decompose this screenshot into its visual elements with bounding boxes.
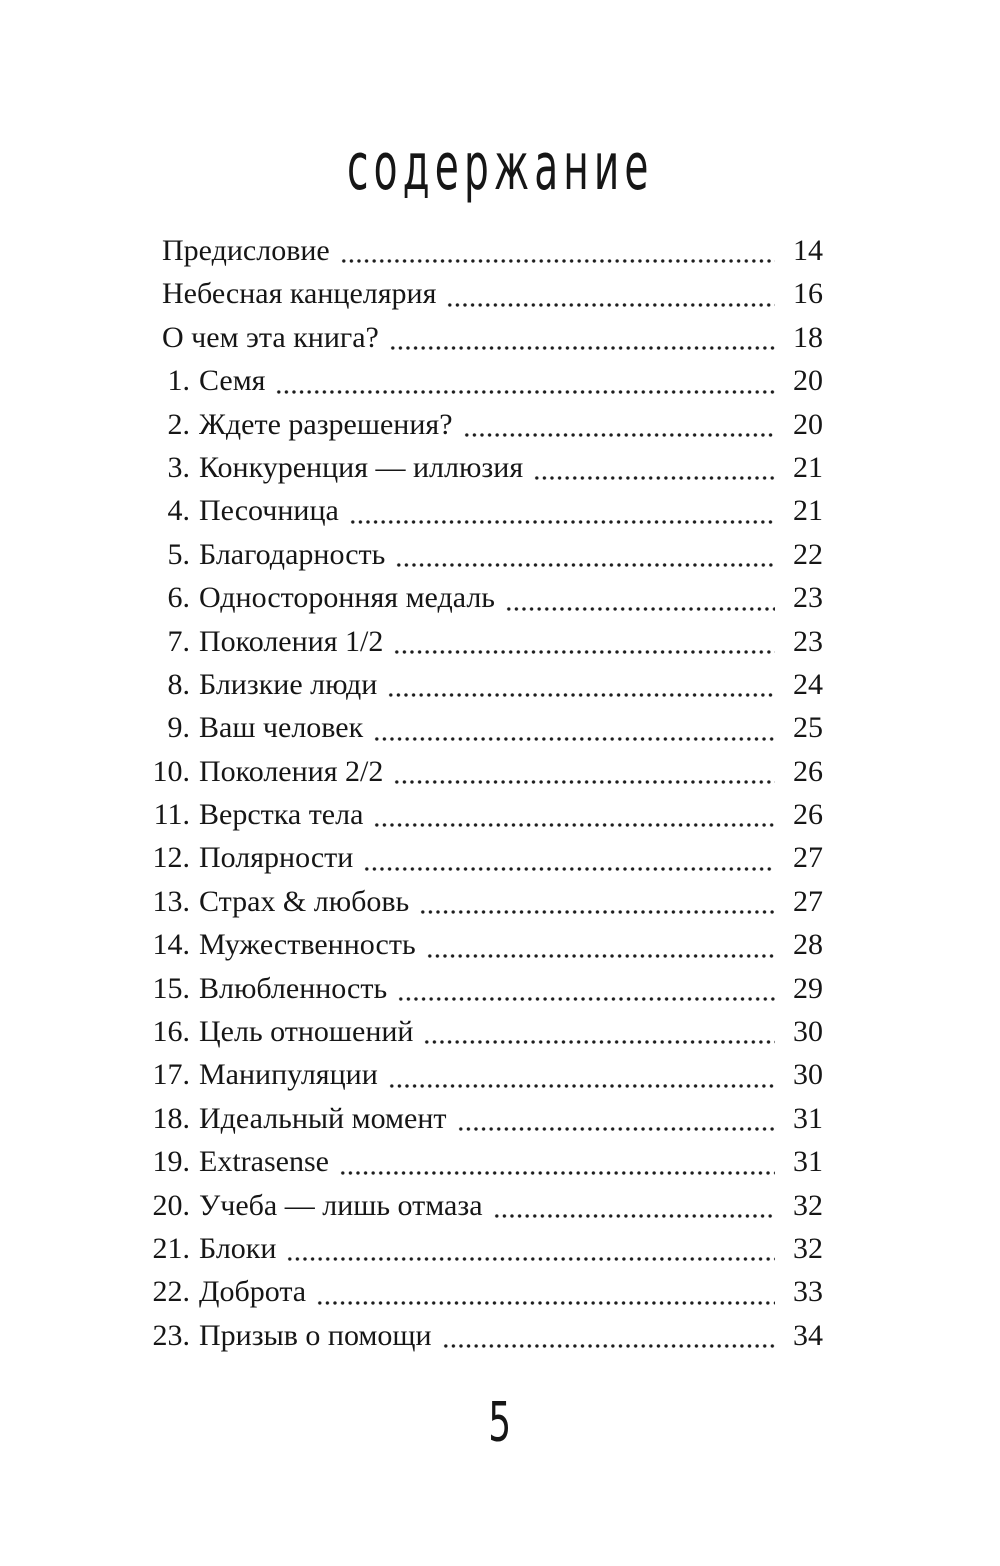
dot-leader — [533, 476, 775, 480]
toc-entry-number: 4. — [167, 494, 190, 528]
toc-entry-page: 23 — [793, 624, 823, 658]
dot-leader — [505, 607, 775, 611]
toc-entry-title: О чем эта книга? — [162, 320, 379, 354]
footer — [0, 1392, 1000, 1455]
dot-leader — [388, 1084, 775, 1088]
toc-entry — [150, 1140, 823, 1183]
toc-entry — [150, 663, 823, 706]
toc-entry-page: 16 — [793, 277, 823, 311]
toc-entry-number: 18. — [152, 1101, 190, 1135]
toc-entry-page: 23 — [793, 581, 823, 615]
toc-entry — [150, 403, 823, 446]
toc-entry-title: Мужественность — [199, 928, 416, 962]
toc-entry — [150, 880, 823, 923]
toc-entry-title: Конкуренция — иллюзия — [199, 450, 524, 484]
dot-leader — [275, 390, 775, 394]
toc-entry — [150, 359, 823, 402]
toc-entry-title: Доброта — [199, 1275, 307, 1309]
dot-leader — [340, 259, 775, 263]
dot-leader — [373, 737, 775, 741]
toc-entry-number: 11. — [153, 798, 190, 832]
dot-leader — [442, 1344, 775, 1348]
toc-entry-title: Extrasense — [199, 1145, 329, 1179]
toc-entry-page: 34 — [793, 1318, 823, 1352]
toc-entry — [150, 620, 823, 663]
toc-entry-title: Небесная канцелярия — [162, 277, 437, 311]
dot-leader — [393, 650, 775, 654]
toc-entry-number: 23. — [152, 1318, 190, 1352]
toc-entry-page: 32 — [793, 1231, 823, 1265]
toc-entry-title: Предисловие — [162, 234, 330, 267]
toc-entry — [150, 750, 823, 793]
toc-entry-page: 25 — [793, 711, 823, 745]
toc-entry — [150, 229, 823, 272]
toc-entry-page: 30 — [793, 1058, 823, 1092]
toc-entry-number: 10. — [152, 754, 190, 788]
toc-entry — [150, 576, 823, 619]
toc-entry-page: 21 — [793, 450, 823, 484]
toc-entry-page: 29 — [793, 971, 823, 1005]
toc-entry — [150, 1010, 823, 1053]
toc-entry-page: 32 — [793, 1188, 823, 1222]
toc-entry-number: 6. — [167, 581, 190, 615]
page-title: содержание — [346, 128, 654, 205]
toc-entry-title: Ваш человек — [199, 711, 364, 745]
toc-entry-number: 9. — [167, 711, 190, 745]
toc-entry-page: 21 — [793, 494, 823, 528]
toc-entry — [150, 1097, 823, 1140]
toc-entry — [150, 272, 823, 315]
toc-entry-number: 7. — [167, 624, 190, 658]
dot-leader — [349, 520, 775, 524]
toc-entry-page: 27 — [793, 884, 823, 918]
toc-entry-title: Поколения 1/2 — [199, 624, 384, 658]
toc-entry-title: Близкие люди — [199, 667, 378, 701]
dot-leader — [316, 1301, 775, 1305]
toc-entry-number: 19. — [152, 1145, 190, 1179]
toc-entry-page: 31 — [793, 1101, 823, 1135]
toc-entry-title: Учеба — лишь отмаза — [199, 1188, 483, 1222]
toc-entry-title: Цель отношений — [199, 1015, 414, 1049]
toc-entry-page: 14 — [793, 234, 823, 267]
toc-entry-title: Семя — [199, 364, 266, 398]
toc-entry-number: 15. — [152, 971, 190, 1005]
dot-leader — [493, 1214, 775, 1218]
toc-entry — [150, 793, 823, 836]
toc-entry-title: Песочница — [199, 494, 339, 528]
toc-entry-page: 26 — [793, 754, 823, 788]
dot-leader — [286, 1257, 775, 1261]
toc-entry-number: 3. — [167, 450, 190, 484]
toc-entry-number: 8. — [167, 667, 190, 701]
toc-entry — [150, 1270, 823, 1313]
toc-entry — [150, 923, 823, 966]
toc-entry-number: 20. — [152, 1188, 190, 1222]
dot-leader — [389, 346, 775, 350]
toc-entry-page: 22 — [793, 537, 823, 571]
toc-entry-number: 22. — [152, 1275, 190, 1309]
toc-entry-page: 28 — [793, 928, 823, 962]
toc-entry-page: 20 — [793, 364, 823, 398]
toc-entry-title: Манипуляции — [199, 1058, 378, 1092]
toc-entry-title: Верстка тела — [199, 798, 364, 832]
toc-entry-title: Влюбленность — [199, 971, 388, 1005]
toc-entry-title: Ждете разрешения? — [199, 407, 453, 441]
dot-leader — [419, 910, 775, 914]
toc-entry-page: 27 — [793, 841, 823, 875]
toc-entry — [150, 706, 823, 749]
folio-page-number: 5 — [488, 1392, 512, 1455]
dot-leader — [446, 303, 775, 307]
toc-entry — [150, 446, 823, 489]
toc-entry-number: 5. — [167, 537, 190, 571]
dot-leader — [363, 867, 775, 871]
toc-entry — [150, 1227, 823, 1270]
dot-leader — [373, 823, 775, 827]
toc-entry-number: 1. — [167, 364, 190, 398]
toc-entry-number: 2. — [167, 407, 190, 441]
toc-entry-title: Полярности — [199, 841, 354, 875]
dot-leader — [387, 693, 775, 697]
toc-entry-title: Страх & любовь — [199, 884, 410, 918]
toc-entry-page: 31 — [793, 1145, 823, 1179]
dot-leader — [463, 433, 775, 437]
dot-leader — [423, 1040, 775, 1044]
toc-entry-number: 12. — [152, 841, 190, 875]
toc-entry-page: 33 — [793, 1275, 823, 1309]
toc-entry-title: Благодарность — [199, 537, 386, 571]
toc-entry-number: 17. — [152, 1058, 190, 1092]
toc-entry-page: 24 — [793, 667, 823, 701]
toc-entry — [150, 1184, 823, 1227]
toc-entry-number: 13. — [152, 884, 190, 918]
page-title-wrap — [0, 128, 1000, 205]
toc-entry — [150, 316, 823, 359]
table-of-contents — [150, 229, 823, 1357]
toc-entry-page: 20 — [793, 407, 823, 441]
toc-entry — [150, 1053, 823, 1096]
dot-leader — [393, 780, 775, 784]
toc-entry — [150, 967, 823, 1010]
toc-entry-number: 14. — [152, 928, 190, 962]
toc-entry-title: Блоки — [199, 1231, 277, 1265]
toc-entry-page: 18 — [793, 320, 823, 354]
toc-entry — [150, 489, 823, 532]
toc-entry-title: Односторонняя медаль — [199, 581, 495, 615]
toc-entry-title: Идеальный момент — [199, 1101, 447, 1135]
toc-entry-page: 30 — [793, 1015, 823, 1049]
dot-leader — [395, 563, 775, 567]
toc-entry-number: 16. — [152, 1015, 190, 1049]
toc-entry — [150, 836, 823, 879]
toc-entry — [150, 1314, 823, 1357]
dot-leader — [426, 954, 775, 958]
dot-leader — [457, 1127, 776, 1131]
toc-entry-title: Призыв о помощи — [199, 1318, 432, 1352]
dot-leader — [397, 997, 775, 1001]
toc-entry — [150, 533, 823, 576]
toc-entry-number: 21. — [152, 1231, 190, 1265]
dot-leader — [339, 1171, 775, 1175]
toc-entry-title: Поколения 2/2 — [199, 754, 384, 788]
toc-entry-page: 26 — [793, 798, 823, 832]
